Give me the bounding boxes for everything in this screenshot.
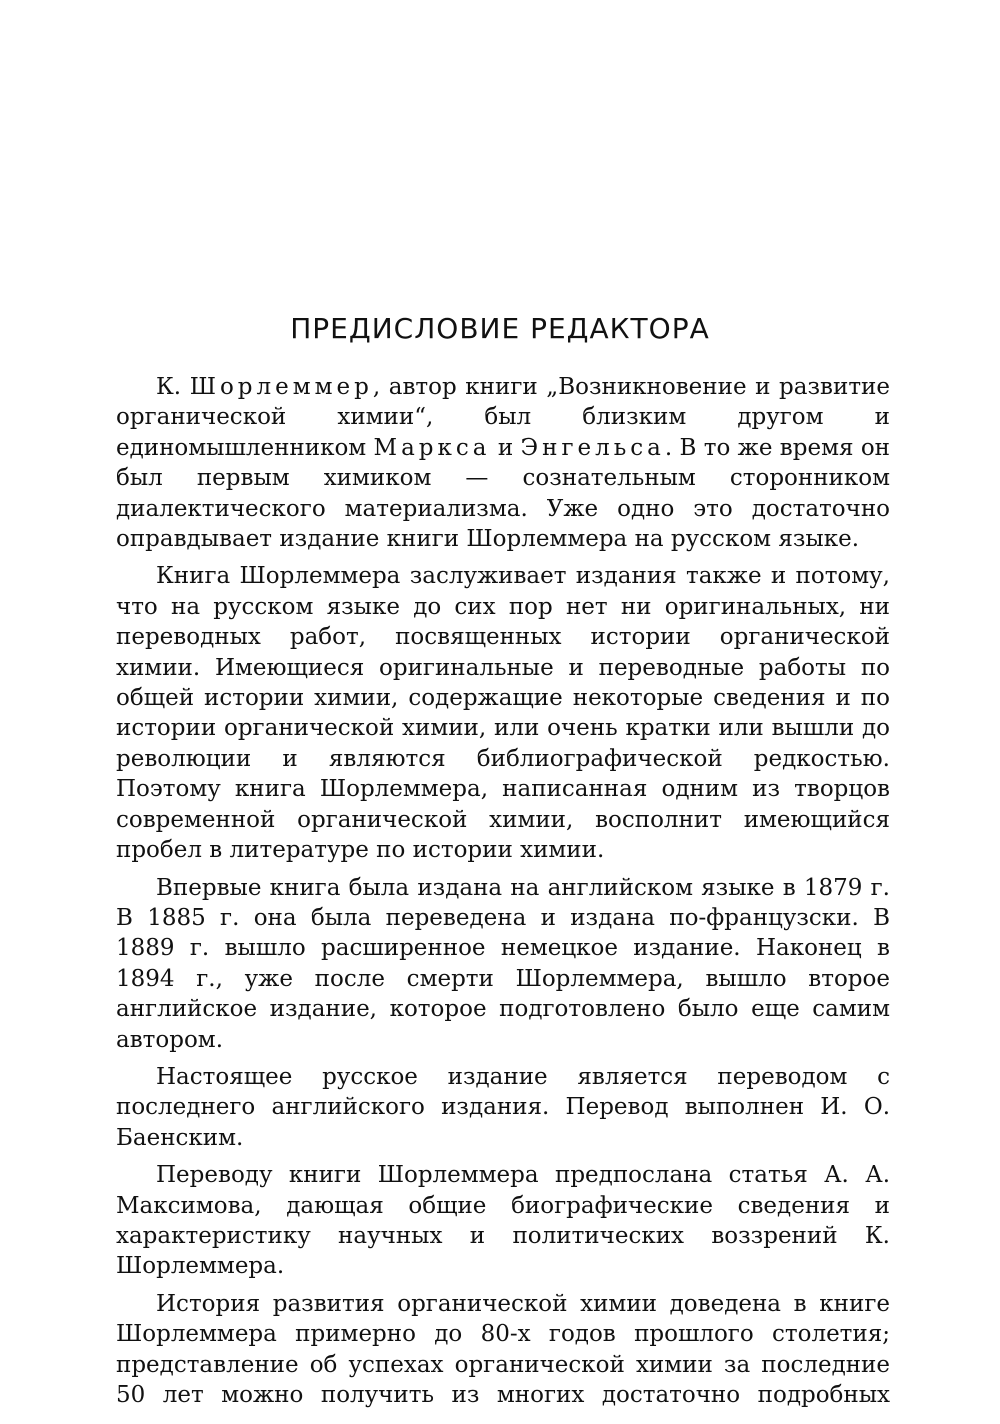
text-segment: Книга Шорлеммера заслуживает издания также и потому, что на русском языке до сих пор нет ни оригинальных, ни переводных работ, посвященных истории органической химии. Имеющиеся оригинальные и переводные работы по общей истории химии, содержащие некоторые сведения и по истории органической химии, или очень кратки или вышли до революции и являются библиографической редкостью. Поэтому книга Шорлеммера, написанная одним из творцов современной органической химии, восполнит имеющийся пробел в литературе по истории химии.: [116, 563, 890, 864]
text-segment: Настоящее русское издание является переводом с последнего английского издания. Перевод выполнен И. О. Баенским.: [116, 1063, 890, 1151]
text-segment: и: [490, 434, 521, 461]
paragraph-5: [116, 1160, 890, 1282]
paragraph-3: [116, 873, 890, 1055]
page-title: ПРЕДИСЛОВИЕ РЕДАКТОРА: [290, 312, 710, 345]
marx-name-spaced: Маркса: [373, 434, 491, 461]
text-segment: Переводу книги Шорлеммера предпослана статья А. А. Максимова, дающая общие биографические сведения и характеристику научных и политических воззрений К. Шорлеммера.: [116, 1162, 890, 1280]
author-name-spaced: Шорлеммер: [189, 374, 373, 400]
text-segment: История развития органической химии доведена в книге Шорлеммера примерно до 80-х годов прошлого столетия; представление об успехах органической химии за последние 50 лет можно получить из многих достаточно подробных: [116, 1290, 890, 1408]
text-segment: . В то же время он был первым химиком — сознательным сторонником диалектического материализма. Уже одно это достаточно оправдывает издание книги Шорлеммера на русском языке.: [116, 434, 891, 553]
paragraph-6: [116, 1289, 890, 1411]
body-text: [116, 372, 890, 1417]
paragraph-2: [116, 561, 890, 865]
text-segment: К.: [156, 374, 190, 400]
paragraph-4: [116, 1062, 890, 1153]
text-segment: Впервые книга была издана на английском языке в 1879 г. В 1885 г. она была переведена и издана по-французски. В 1889 г. вышло расширенное немецкое издание. Наконец в 1894 г., уже после смерти Шорлеммера, вышло второе английское издание, которое подготовлено было еще самим автором.: [116, 874, 890, 1053]
text-segment: , автор книги „Возникновение и развитие органической химии“, был близким другом и единомышленником: [116, 374, 890, 461]
engels-name-spaced: Энгельса: [520, 434, 665, 461]
paragraph-1: [116, 372, 890, 554]
